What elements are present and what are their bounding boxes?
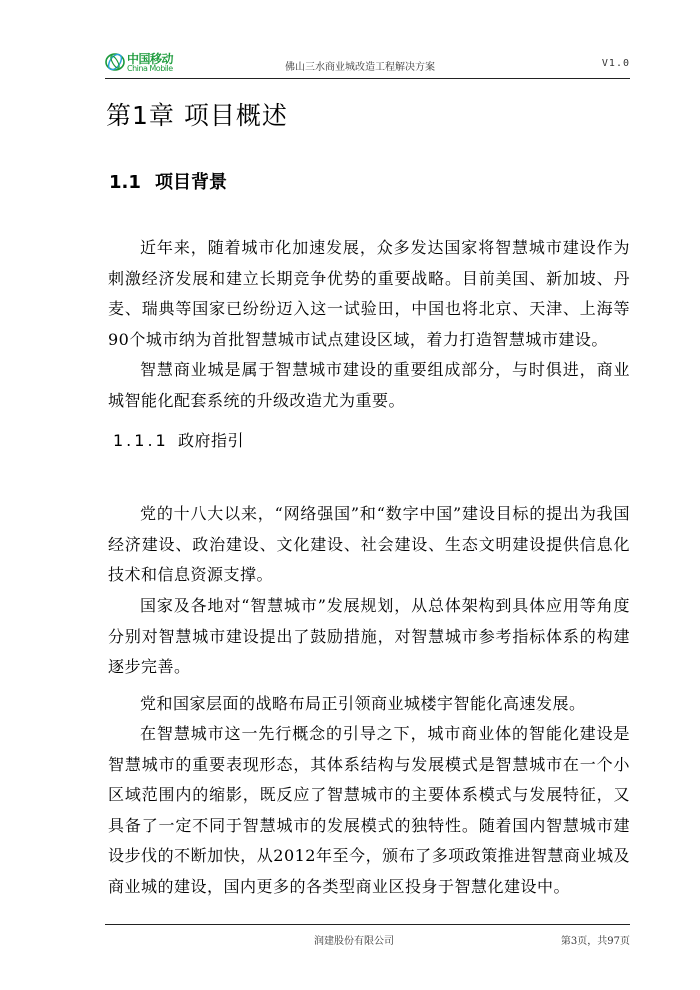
logo-text-en: China Mobile [127, 64, 173, 73]
china-mobile-logo [105, 50, 175, 76]
chapter-heading: 第1章 项目概述 [106, 101, 288, 130]
china-mobile-logo-icon [105, 52, 125, 72]
body-paragraph: 国家及各地对“智慧城市”发展规划，从总体架构到具体应用等角度分别对智慧城市建设提出了鼓励措施，对智慧城市参考指标体系的构建逐步完善。 [108, 596, 630, 676]
header-rule [105, 78, 630, 79]
section-title: 项目背景 [155, 172, 227, 193]
section-heading [109, 168, 227, 194]
body-paragraph: 近年来，随着城市化加速发展，众多发达国家将智慧城市建设作为刺激经济发展和建立长期竞争优势的重要战略。目前美国、新加坡、丹麦、瑞典等国家已纷纷迈入这一试验田，中国也将北京、天津、上海等90个城市纳为首批智慧城市试点建设区域，着力打造智慧城市建设。 [108, 238, 630, 349]
page-number: 第3页，共97页 [560, 936, 630, 947]
logo-text-cn: 中国移动 [127, 52, 174, 66]
footer-company: 润建股份有限公司 [314, 936, 394, 947]
body-paragraph: 智慧商业城是属于智慧城市建设的重要组成部分，与时俱进，商业城智能化配套系统的升级改造尤为重要。 [108, 360, 630, 410]
footer-rule [105, 924, 630, 925]
subsection-number: 1.1.1 [113, 431, 169, 450]
section-number: 1.1 [109, 172, 141, 193]
subsection-title: 政府指引 [178, 431, 245, 450]
body-paragraph: 在智慧城市这一先行概念的引导之下，城市商业体的智能化建设是智慧城市的重要表现形态，其体系结构与发展模式是智慧城市在一个小区域范围内的缩影，既反应了智慧城市的主要体系模式与发展特征，又具备了一定不同于智慧城市的发展模式的独特性。随着国内智慧城市建设步伐的不断加快，从2012年至今，颁布了多项政策推进智慧商业城及商业城的建设，国内更多的各类型商业区投身于智慧化建设中。 [108, 724, 630, 896]
subsection-heading [113, 428, 244, 451]
document-title: 佛山三水商业城改造工程解决方案 [285, 62, 435, 73]
body-paragraph: 党的十八大以来，“网络强国”和“数字中国”建设目标的提出为我国经济建设、政治建设、文化建设、社会建设、生态文明建设提供信息化技术和信息资源支撑。 [108, 504, 630, 584]
document-version: V1.0 [601, 58, 630, 69]
body-paragraph: 党和国家层面的战略布局正引领商业城楼宇智能化高速发展。 [140, 694, 586, 713]
page-header [105, 48, 630, 78]
